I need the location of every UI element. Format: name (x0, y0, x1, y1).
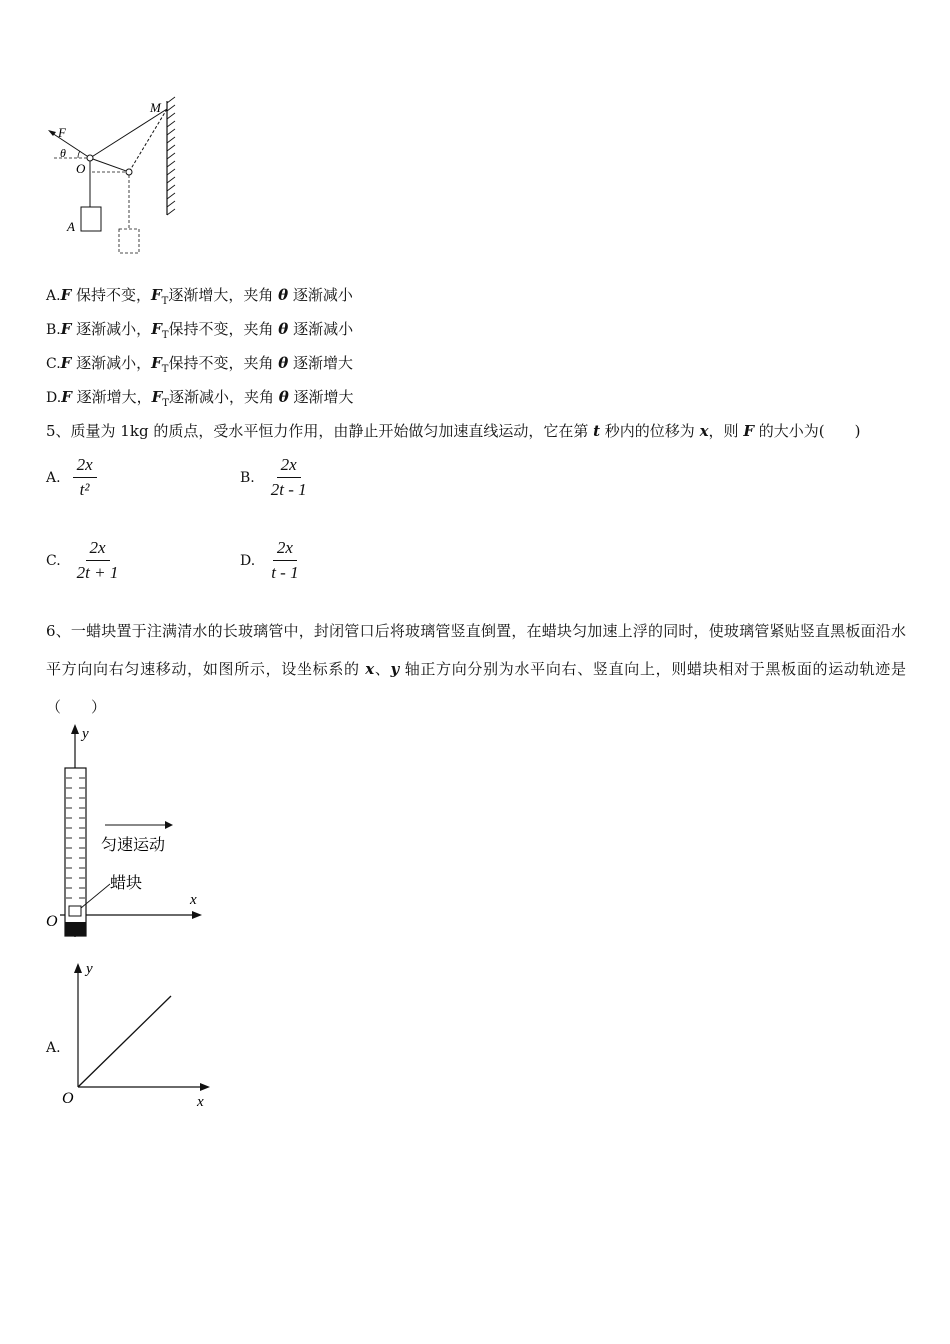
label-M: M (150, 100, 161, 115)
q4-option-c[interactable]: C.F 逐渐减小，$F_T$保持不变，夹角 θ 逐渐增大 (46, 354, 354, 375)
label-O: O (76, 161, 86, 176)
trajectory-line (78, 996, 171, 1087)
fraction: $\frac{2x}{2t - 1}$ (270, 455, 307, 499)
fraction: $\frac{2x}{2t + 1}$ (76, 538, 119, 582)
option-a-graph[interactable] (58, 957, 218, 1112)
q4-option-b[interactable]: B.F 逐渐减小，$F_T$保持不变，夹角 θ 逐渐减小 (46, 320, 354, 341)
q4-option-a[interactable]: A.F 保持不变，$F_T$逐渐增大，夹角 θ 逐渐减小 (46, 286, 353, 307)
axis-y-label: y (82, 726, 89, 742)
q6-stem: 6、一蜡块置于注满清水的长玻璃管中，封闭管口后将玻璃管竖直倒置，在蜡块匀加速上浮的同时，使玻璃管紧贴竖直黑板面沿水平方向向右匀速移动，如图所示，设坐标系的 x、y 轴正方向分别为水平向右、竖直向上，则蜡块相对于黑板面的运动轨迹是（ ） (46, 622, 906, 716)
fraction: $\frac{2x}{\text{t²}}$ (73, 455, 97, 500)
q4-option-d[interactable]: D.F 逐渐增大，$F_T$逐渐减小，夹角 θ 逐渐增大 (46, 388, 354, 409)
label-A: A (67, 219, 75, 234)
q6-option-a-label[interactable]: A. (46, 1040, 61, 1056)
axis-x-label: x (190, 892, 197, 908)
figure-glass-tube (40, 722, 220, 942)
origin-label: O (62, 1090, 74, 1107)
q5-option-d[interactable]: D. $\frac{2x}{t - 1}$ (240, 538, 303, 583)
axis-y-label: y (86, 961, 93, 977)
motion-label: 匀速运动 (101, 835, 166, 854)
q5-stem: 5、质量为 1kg 的质点，受水平恒力作用，由静止开始做匀加速直线运动，它在第 t 秒内的位移为 x，则 F 的大小为( ) (46, 422, 861, 440)
axis-x-label: x (197, 1094, 204, 1110)
q5-option-c[interactable]: C. $\frac{2x}{2t + 1}$ (46, 538, 122, 583)
label-theta: θ (60, 146, 66, 160)
figure-rope-wall (40, 95, 200, 260)
fraction: $\frac{2x}{t - 1}$ (271, 538, 299, 582)
q5-option-b[interactable]: B. $\frac{2x}{2t - 1}$ (240, 455, 311, 500)
origin-label: O (46, 913, 58, 930)
q5-option-a[interactable]: A. $\frac{2x}{\text{t²}}$ (46, 455, 97, 500)
label-F: F (58, 125, 66, 140)
block-label: 蜡块 (110, 873, 143, 892)
